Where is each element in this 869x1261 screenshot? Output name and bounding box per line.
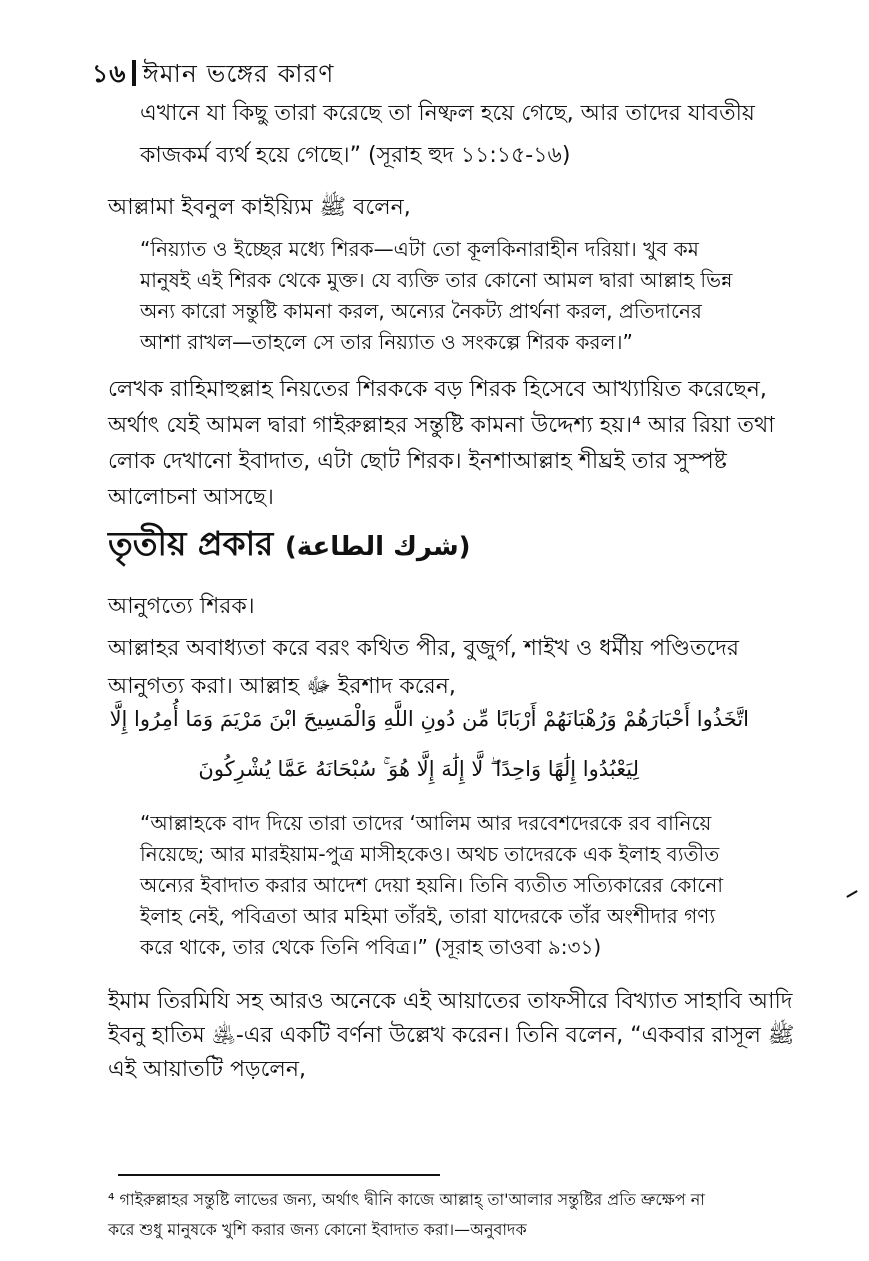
book-title: ঈমান ভঙ্গের কারণ — [142, 59, 335, 88]
quote-hud — [140, 93, 790, 177]
paragraph-ibn-qayyim — [108, 188, 788, 228]
quran-verse-line-2: لِيَعْبُدُوا إِلَٰهًا وَاحِدًا ۖ لَّا إِلَٰهَ إِلَّا هُوَ ۚ سُبْحَانَهُ عَمَّا يُشْرِكُونَ — [198, 757, 639, 781]
text-line: আল্লাহর অবাধ্যতা করে বরং কথিত পীর, বুজুর্গ, শাইখ ও ধর্মীয় পণ্ডিতদের — [108, 636, 739, 661]
paragraph-obedience-shirk — [108, 587, 788, 627]
stray-pen-mark — [846, 890, 857, 898]
text-line: অন্যের ইবাদাত করার আদেশ দেয়া হয়নি। তিনি ব্যতীত সত্যিকারের কোনো — [140, 873, 724, 897]
text-line: এখানে যা কিছু তারা করেছে তা নিষ্ফল হয়ে গেছে, আর তাদের যাবতীয় — [140, 101, 755, 126]
heading-arabic: (شرك الطاعة) — [284, 532, 471, 562]
header-divider — [132, 60, 136, 86]
footnote — [108, 1185, 768, 1245]
paragraph-tirmidhi — [108, 985, 795, 1087]
text-line: আনুগত্যে শিরক। — [108, 594, 255, 619]
text-line: মানুষই এই শিরক থেকে মুক্ত। যে ব্যক্তি তার কোনো আমল দ্বারা আল্লাহ ভিন্ন — [140, 268, 733, 292]
quote-tawbah-translation — [140, 808, 780, 963]
text-line: করে শুধু মানুষকে খুশি করার জন্য কোনো ইবাদাত করা।—অনুবাদক — [108, 1220, 527, 1239]
text-line: এই আয়াতটি পড়লেন, — [108, 1057, 306, 1082]
quran-verse-line-1: اتَّخَذُوا أَحْبَارَهُمْ وَرُهْبَانَهُمْ أَرْبَابًا مِّن دُونِ اللَّهِ وَالْمَسِيحَ ابْنَ مَرْيَمَ وَمَا أُمِرُوا إِلَّا — [109, 707, 749, 731]
section-heading — [108, 523, 471, 568]
text-line: আনুগত্য করা। আল্লাহ ﷻ ইরশাদ করেন, — [108, 674, 456, 699]
quote-ibn-qayyim — [140, 234, 780, 358]
heading-text: তৃতীয় প্রকার — [108, 524, 274, 563]
text-line: আশা রাখল—তাহলে সে তার নিয়্যাত ও সংকল্পে শিরক করল।” — [140, 330, 633, 354]
text-line: নিয়েছে; আর মারইয়াম-পুত্র মাসীহকেও। অথচ তাদেরকে এক ইলাহ ব্যতীত — [140, 842, 720, 866]
text-line: কাজকর্ম ব্যর্থ হয়ে গেছে।” (সূরাহ হুদ ১১:১৫-১৬) — [140, 143, 571, 168]
text-line: ⁴ গাইরুল্লাহর সন্তুষ্টি লাভের জন্য, অর্থাৎ দ্বীনি কাজে আল্লাহ্ তা'আলার সন্তুষ্টির প্রতি ভ্রুক্ষেপ না — [108, 1190, 705, 1209]
text-line: ইলাহ নেই, পবিত্রতা আর মহিমা তাঁরই, তারা যাদেরকে তাঁর অংশীদার গণ্য — [140, 904, 716, 928]
paragraph-author-explanation — [108, 372, 775, 516]
footnote-divider — [118, 1174, 440, 1176]
paragraph-obedience-description — [108, 630, 768, 706]
text-line: অর্থাৎ যেই আমল দ্বারা গাইরুল্লাহর সন্তুষ্টি কামনা উদ্দেশ্য হয়।⁴ আর রিয়া তথা — [108, 413, 775, 438]
text-line: লেখক রাহিমাহুল্লাহ নিয়তের শিরককে বড় শিরক হিসেবে আখ্যায়িত করেছেন, — [108, 377, 767, 402]
running-header — [92, 58, 334, 90]
text-line: লোক দেখানো ইবাদাত, এটা ছোট শিরক। ইনশাআল্লাহ শীঘ্রই তার সুস্পষ্ট — [108, 449, 727, 474]
text-line: অন্য কারো সন্তুষ্টি কামনা করল, অন্যের নৈকট্য প্রার্থনা করল, প্রতিদানের — [140, 299, 702, 323]
text-line: ইবনু হাতিম ﵁-এর একটি বর্ণনা উল্লেখ করেন। তিনি বলেন, “একবার রাসূল ﷺ — [108, 1023, 795, 1048]
text-line: ইমাম তিরমিযি সহ আরও অনেকে এই আয়াতের তাফসীরে বিখ্যাত সাহাবি আদি — [108, 989, 793, 1014]
text-line: “আল্লাহকে বাদ দিয়ে তারা তাদের ‘আলিম আর দরবেশদেরকে রব বানিয়ে — [140, 811, 712, 835]
text-line: করে থাকে, তার থেকে তিনি পবিত্র।” (সূরাহ তাওবা ৯:৩১) — [140, 935, 602, 959]
text-line: “নিয়্যাত ও ইচ্ছের মধ্যে শিরক—এটা তো কূলকিনারাহীন দরিয়া। খুব কম — [140, 237, 699, 261]
page-number: ১৬ — [92, 59, 127, 88]
text-line: আলোচনা আসছে। — [108, 485, 274, 510]
text-line: আল্লামা ইবনুল কাইয়্যিম ﷺ বলেন, — [108, 195, 411, 220]
